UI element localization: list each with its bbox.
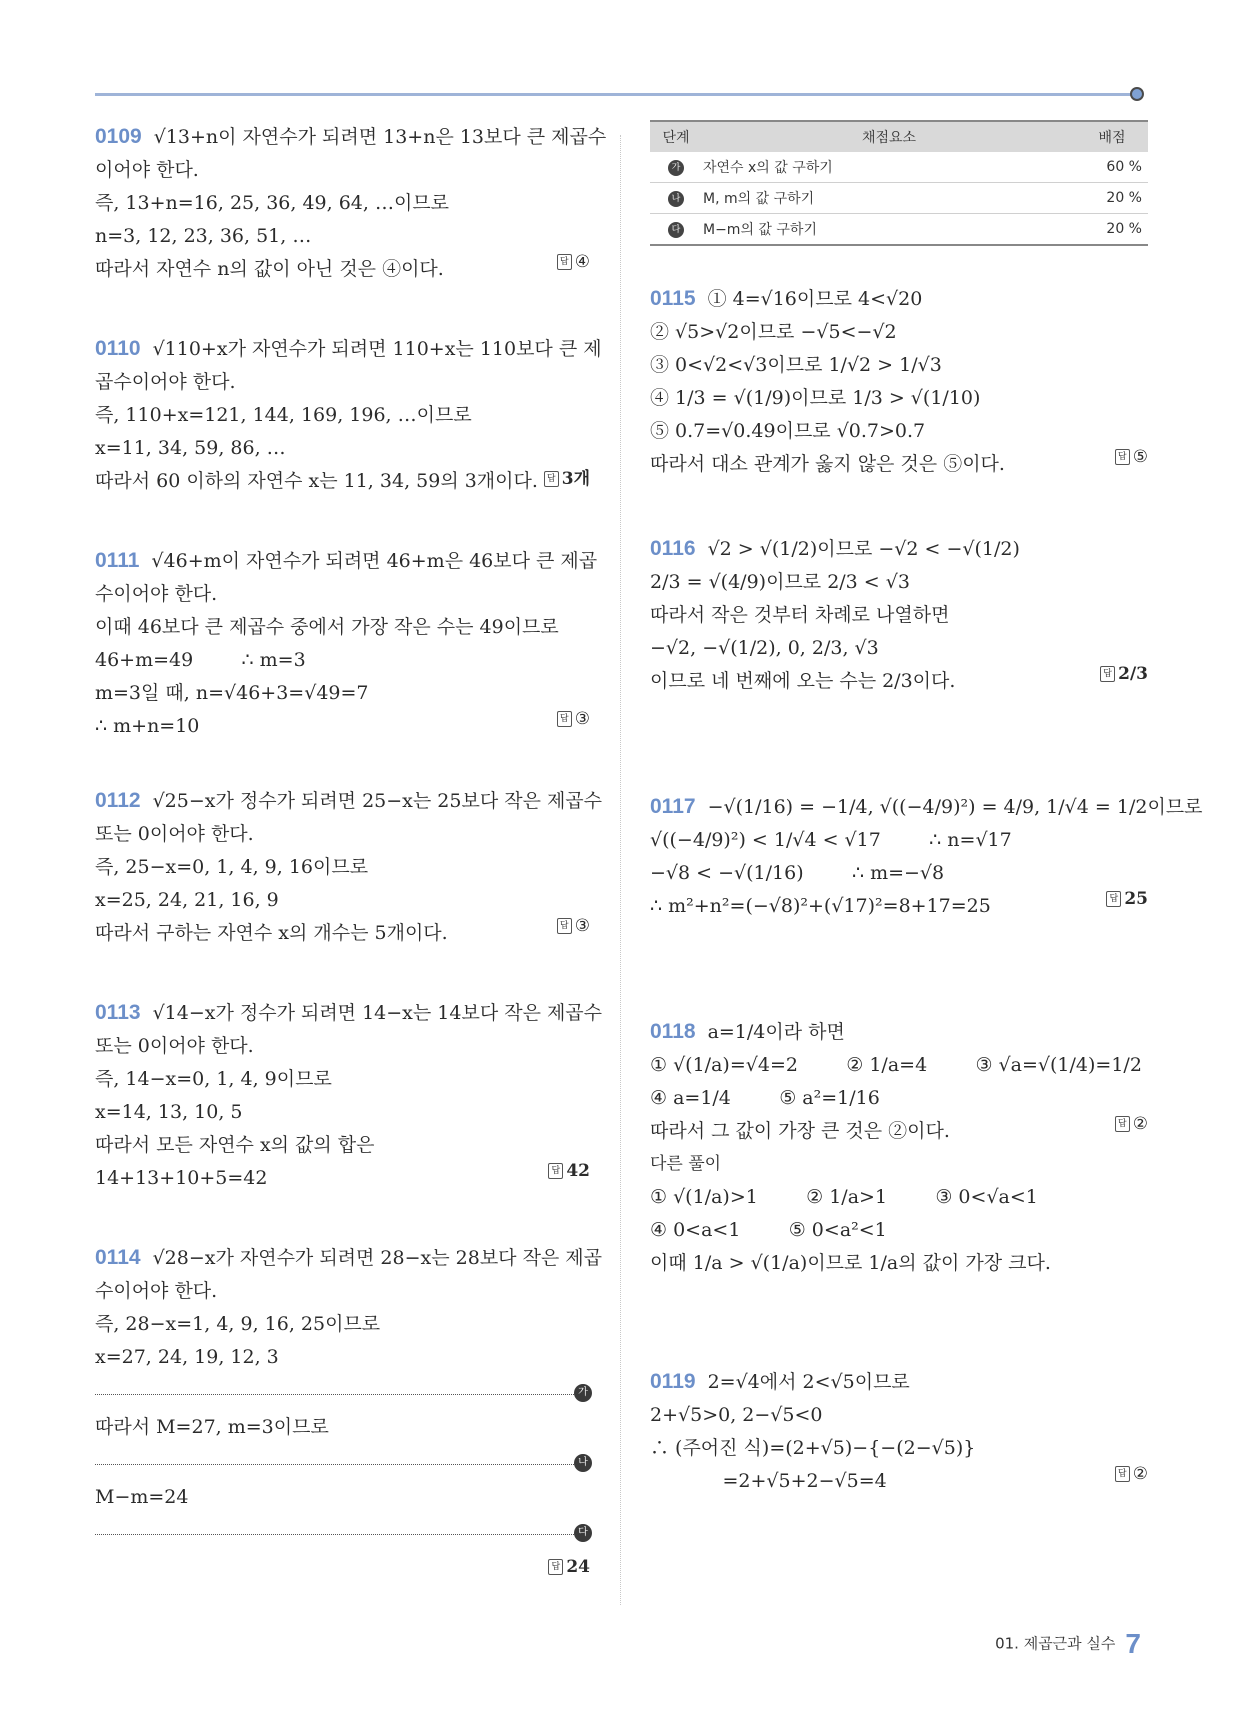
solution-line: √14−x가 정수가 되려면 14−x는 14보다 작은 제곱수 <box>152 1002 603 1024</box>
answer-mark <box>1115 1464 1148 1484</box>
answer-value: 25 <box>1124 889 1148 909</box>
solution-line: 2+√5>0, 2−√5<0 <box>650 1404 823 1426</box>
solution-line: −√(1/16) = −1/4, √((−4/9)²) = 4/9, 1/√4 = 1/2이므로 <box>707 796 1203 818</box>
solution-line: √28−x가 자연수가 되려면 28−x는 28보다 작은 제곱 <box>152 1247 603 1269</box>
solution-line: √110+x가 자연수가 되려면 110+x는 110보다 큰 제 <box>152 338 602 360</box>
solution-line: 따라서 60 이하의 자연수 x는 11, 34, 59의 3개이다. <box>95 470 538 492</box>
solution-line: ⑤ 0.7=√0.49이므로 √0.7>0.7 <box>650 420 926 442</box>
scoring-header-row <box>650 121 1148 152</box>
solution-line: m=3일 때, n=√46+3=√49=7 <box>95 682 369 704</box>
answer-mark <box>548 1551 590 1584</box>
answer-value: 42 <box>566 1161 590 1181</box>
points-value: 20 % <box>1076 214 1148 246</box>
solution-line: ③ 0<√2<√3이므로 1/√2 > 1/√3 <box>650 354 942 376</box>
solution-line: √2 > √(1/2)이므로 −√2 < −√(1/2) <box>707 538 1020 560</box>
answer-icon: 답 <box>1115 1466 1130 1482</box>
answer-icon: 답 <box>1115 1116 1130 1132</box>
solution-line: ④ a=1/4 ⑤ a²=1/16 <box>650 1087 880 1109</box>
solution-line: 2/3 = √(4/9)이므로 2/3 < √3 <box>650 571 910 593</box>
answer-mark <box>1115 447 1148 467</box>
solution-line: ① √(1/a)>1 ② 1/a>1 ③ 0<√a<1 <box>650 1186 1038 1208</box>
solution-line: x=27, 24, 19, 12, 3 <box>95 1346 279 1368</box>
answer-icon: 답 <box>1115 449 1130 465</box>
scoring-row <box>650 183 1148 214</box>
step-divider <box>95 1514 590 1538</box>
solution-line: 곱수이어야 한다. <box>95 371 236 393</box>
solution-line: 따라서 M=27, m=3이므로 <box>95 1416 329 1438</box>
solution-line: n=3, 12, 23, 36, 51, … <box>95 225 312 247</box>
solution-line: 따라서 작은 것부터 차례로 나열하면 <box>650 604 950 626</box>
header-criteria: 채점요소 <box>702 121 1076 152</box>
solution-line: 2=√4에서 2<√5이므로 <box>707 1371 910 1393</box>
answer-icon: 답 <box>557 711 572 727</box>
answer-value: 24 <box>566 1557 590 1577</box>
solution-line: 따라서 그 값이 가장 큰 것은 ②이다. <box>650 1120 950 1142</box>
scoring-table <box>650 120 1148 246</box>
answer-mark <box>1100 664 1148 684</box>
problem-0109 <box>95 120 607 332</box>
solution-line: 따라서 대소 관계가 옳지 않은 것은 ⑤이다. <box>650 453 1005 475</box>
solution-line: M−m=24 <box>95 1486 189 1508</box>
answer-value: ② <box>1132 1464 1148 1484</box>
solution-line: x=14, 13, 10, 5 <box>95 1101 243 1123</box>
problem-0112 <box>95 784 603 996</box>
solution-line: √25−x가 정수가 되려면 25−x는 25보다 작은 제곱수 <box>152 790 603 812</box>
solution-line: −√8 < −√(1/16) ∴ m=−√8 <box>650 862 945 884</box>
step-badge: 가 <box>574 1384 592 1402</box>
problem-0114 <box>95 1241 603 1584</box>
solution-line: ① √(1/a)=√4=2 ② 1/a=4 ③ √a=√(1/4)=1/2 <box>650 1054 1142 1076</box>
answer-icon: 답 <box>557 254 572 270</box>
points-value: 20 % <box>1076 183 1148 214</box>
problem-0110 <box>95 332 602 544</box>
solution-line: 14+13+10+5=42 <box>95 1167 268 1189</box>
problem-0117 <box>650 790 1203 1015</box>
solution-line: 즉, 14−x=0, 1, 4, 9이므로 <box>95 1068 332 1090</box>
problem-number: 0115 <box>650 287 696 310</box>
answer-value: ② <box>1132 1114 1148 1134</box>
header-points: 배점 <box>1076 121 1148 152</box>
solution-line: x=25, 24, 21, 16, 9 <box>95 889 279 911</box>
solution-line: 즉, 110+x=121, 144, 169, 196, …이므로 <box>95 404 472 426</box>
answer-value: ③ <box>574 709 590 729</box>
solution-line: 46+m=49 ∴ m=3 <box>95 649 306 671</box>
top-rule-dot <box>1130 87 1144 101</box>
problem-0113 <box>95 996 603 1241</box>
page-footer <box>995 1628 1141 1660</box>
column-divider <box>620 135 621 1605</box>
answer-mark <box>1106 889 1148 909</box>
problem-number: 0109 <box>95 125 142 148</box>
solution-line: 이어야 한다. <box>95 159 199 181</box>
problem-0115 <box>650 282 1148 532</box>
solution-line: ④ 0<a<1 ⑤ 0<a²<1 <box>650 1219 887 1241</box>
solution-line: 이때 46보다 큰 제곱수 중에서 가장 작은 수는 49이므로 <box>95 616 559 638</box>
answer-value: 2/3 <box>1118 664 1148 684</box>
problem-0119 <box>650 1365 1148 1515</box>
solution-line: 즉, 28−x=1, 4, 9, 16, 25이므로 <box>95 1313 381 1335</box>
problem-number: 0112 <box>95 789 141 812</box>
answer-icon: 답 <box>548 1559 563 1575</box>
solution-line: 따라서 모든 자연수 x의 값의 합은 <box>95 1134 375 1156</box>
scoring-row <box>650 152 1148 183</box>
page-number: 7 <box>1125 1628 1141 1659</box>
answer-mark <box>544 464 590 489</box>
step-divider <box>95 1374 590 1398</box>
answer-icon: 답 <box>557 918 572 934</box>
solution-line: 따라서 자연수 n의 값이 아닌 것은 ④이다. <box>95 258 444 280</box>
solution-line: 이므로 네 번째에 오는 수는 2/3이다. <box>650 670 956 692</box>
solution-line: ④ 1/3 = √(1/9)이므로 1/3 > √(1/10) <box>650 387 981 409</box>
problem-number: 0119 <box>650 1370 696 1393</box>
step-badge: 다 <box>668 222 684 238</box>
solution-line: ∴ m²+n²=(−√8)²+(√17)²=8+17=25 <box>650 895 991 917</box>
solution-line: 즉, 13+n=16, 25, 36, 49, 64, …이므로 <box>95 192 450 214</box>
problem-number: 0114 <box>95 1246 141 1269</box>
points-value: 60 % <box>1076 152 1148 183</box>
solution-line: 수이어야 한다. <box>95 583 218 605</box>
scoring-row <box>650 214 1148 246</box>
problem-number: 0116 <box>650 537 696 560</box>
solution-line: −√2, −√(1/2), 0, 2/3, √3 <box>650 637 879 659</box>
solution-line: x=11, 34, 59, 86, … <box>95 437 286 459</box>
criteria-text: 자연수 x의 값 구하기 <box>702 152 1076 183</box>
solution-line: ② √5>√2이므로 −√5<−√2 <box>650 321 897 343</box>
problem-number: 0118 <box>650 1020 696 1043</box>
step-divider <box>95 1444 590 1468</box>
problem-number: 0110 <box>95 337 141 360</box>
answer-value: ④ <box>574 252 590 272</box>
answer-icon: 답 <box>548 1163 563 1179</box>
answer-icon: 답 <box>544 471 559 487</box>
solution-line: 또는 0이어야 한다. <box>95 823 254 845</box>
step-badge: 가 <box>668 160 684 176</box>
solution-line: 또는 0이어야 한다. <box>95 1035 254 1057</box>
problem-number: 0117 <box>650 795 696 818</box>
solution-line: 수이어야 한다. <box>95 1280 218 1302</box>
problem-number: 0111 <box>95 549 140 572</box>
answer-mark <box>557 252 590 272</box>
solution-line: ① 4=√16이므로 4<√20 <box>707 288 923 310</box>
solution-line: √46+m이 자연수가 되려면 46+m은 46보다 큰 제곱 <box>151 550 598 572</box>
solution-line: 즉, 25−x=0, 1, 4, 9, 16이므로 <box>95 856 369 878</box>
alt-solution-label: 다른 풀이 <box>650 1154 722 1174</box>
answer-icon: 답 <box>1100 666 1115 682</box>
solution-line: a=1/4이라 하면 <box>707 1021 845 1043</box>
solution-line: ∴ m+n=10 <box>95 715 200 737</box>
answer-mark <box>557 916 590 936</box>
chapter-title: 01. 제곱근과 실수 <box>995 1634 1116 1653</box>
problem-0111 <box>95 544 598 784</box>
step-badge: 다 <box>574 1524 592 1542</box>
step-badge: 나 <box>574 1454 592 1472</box>
solution-line: =2+√5+2−√5=4 <box>650 1470 887 1492</box>
solution-line: √13+n이 자연수가 되려면 13+n은 13보다 큰 제곱수 <box>153 126 607 148</box>
top-rule <box>95 93 1137 96</box>
answer-value: ⑤ <box>1132 447 1148 467</box>
answer-value: ③ <box>574 916 590 936</box>
answer-mark <box>1115 1114 1148 1134</box>
header-step: 단계 <box>650 121 702 152</box>
solution-line: 이때 1/a > √(1/a)이므로 1/a의 값이 가장 크다. <box>650 1252 1051 1274</box>
answer-mark <box>548 1161 590 1181</box>
answer-icon: 답 <box>1106 891 1121 907</box>
answer-value: 3개 <box>561 469 590 489</box>
problem-0116 <box>650 532 1148 790</box>
criteria-text: M−m의 값 구하기 <box>702 214 1076 246</box>
solution-line: √((−4/9)²) < 1/√4 < √17 ∴ n=√17 <box>650 829 1012 851</box>
left-column <box>95 120 607 1584</box>
answer-row <box>95 1551 590 1584</box>
solution-line: 따라서 구하는 자연수 x의 개수는 5개이다. <box>95 922 448 944</box>
solution-line: ∴ (주어진 식)=(2+√5)−{−(2−√5)} <box>650 1437 976 1459</box>
step-badge: 나 <box>668 191 684 207</box>
answer-mark <box>557 709 590 729</box>
right-column <box>650 120 1203 1515</box>
criteria-text: M, m의 값 구하기 <box>702 183 1076 214</box>
problem-number: 0113 <box>95 1001 141 1024</box>
problem-0118 <box>650 1015 1148 1365</box>
